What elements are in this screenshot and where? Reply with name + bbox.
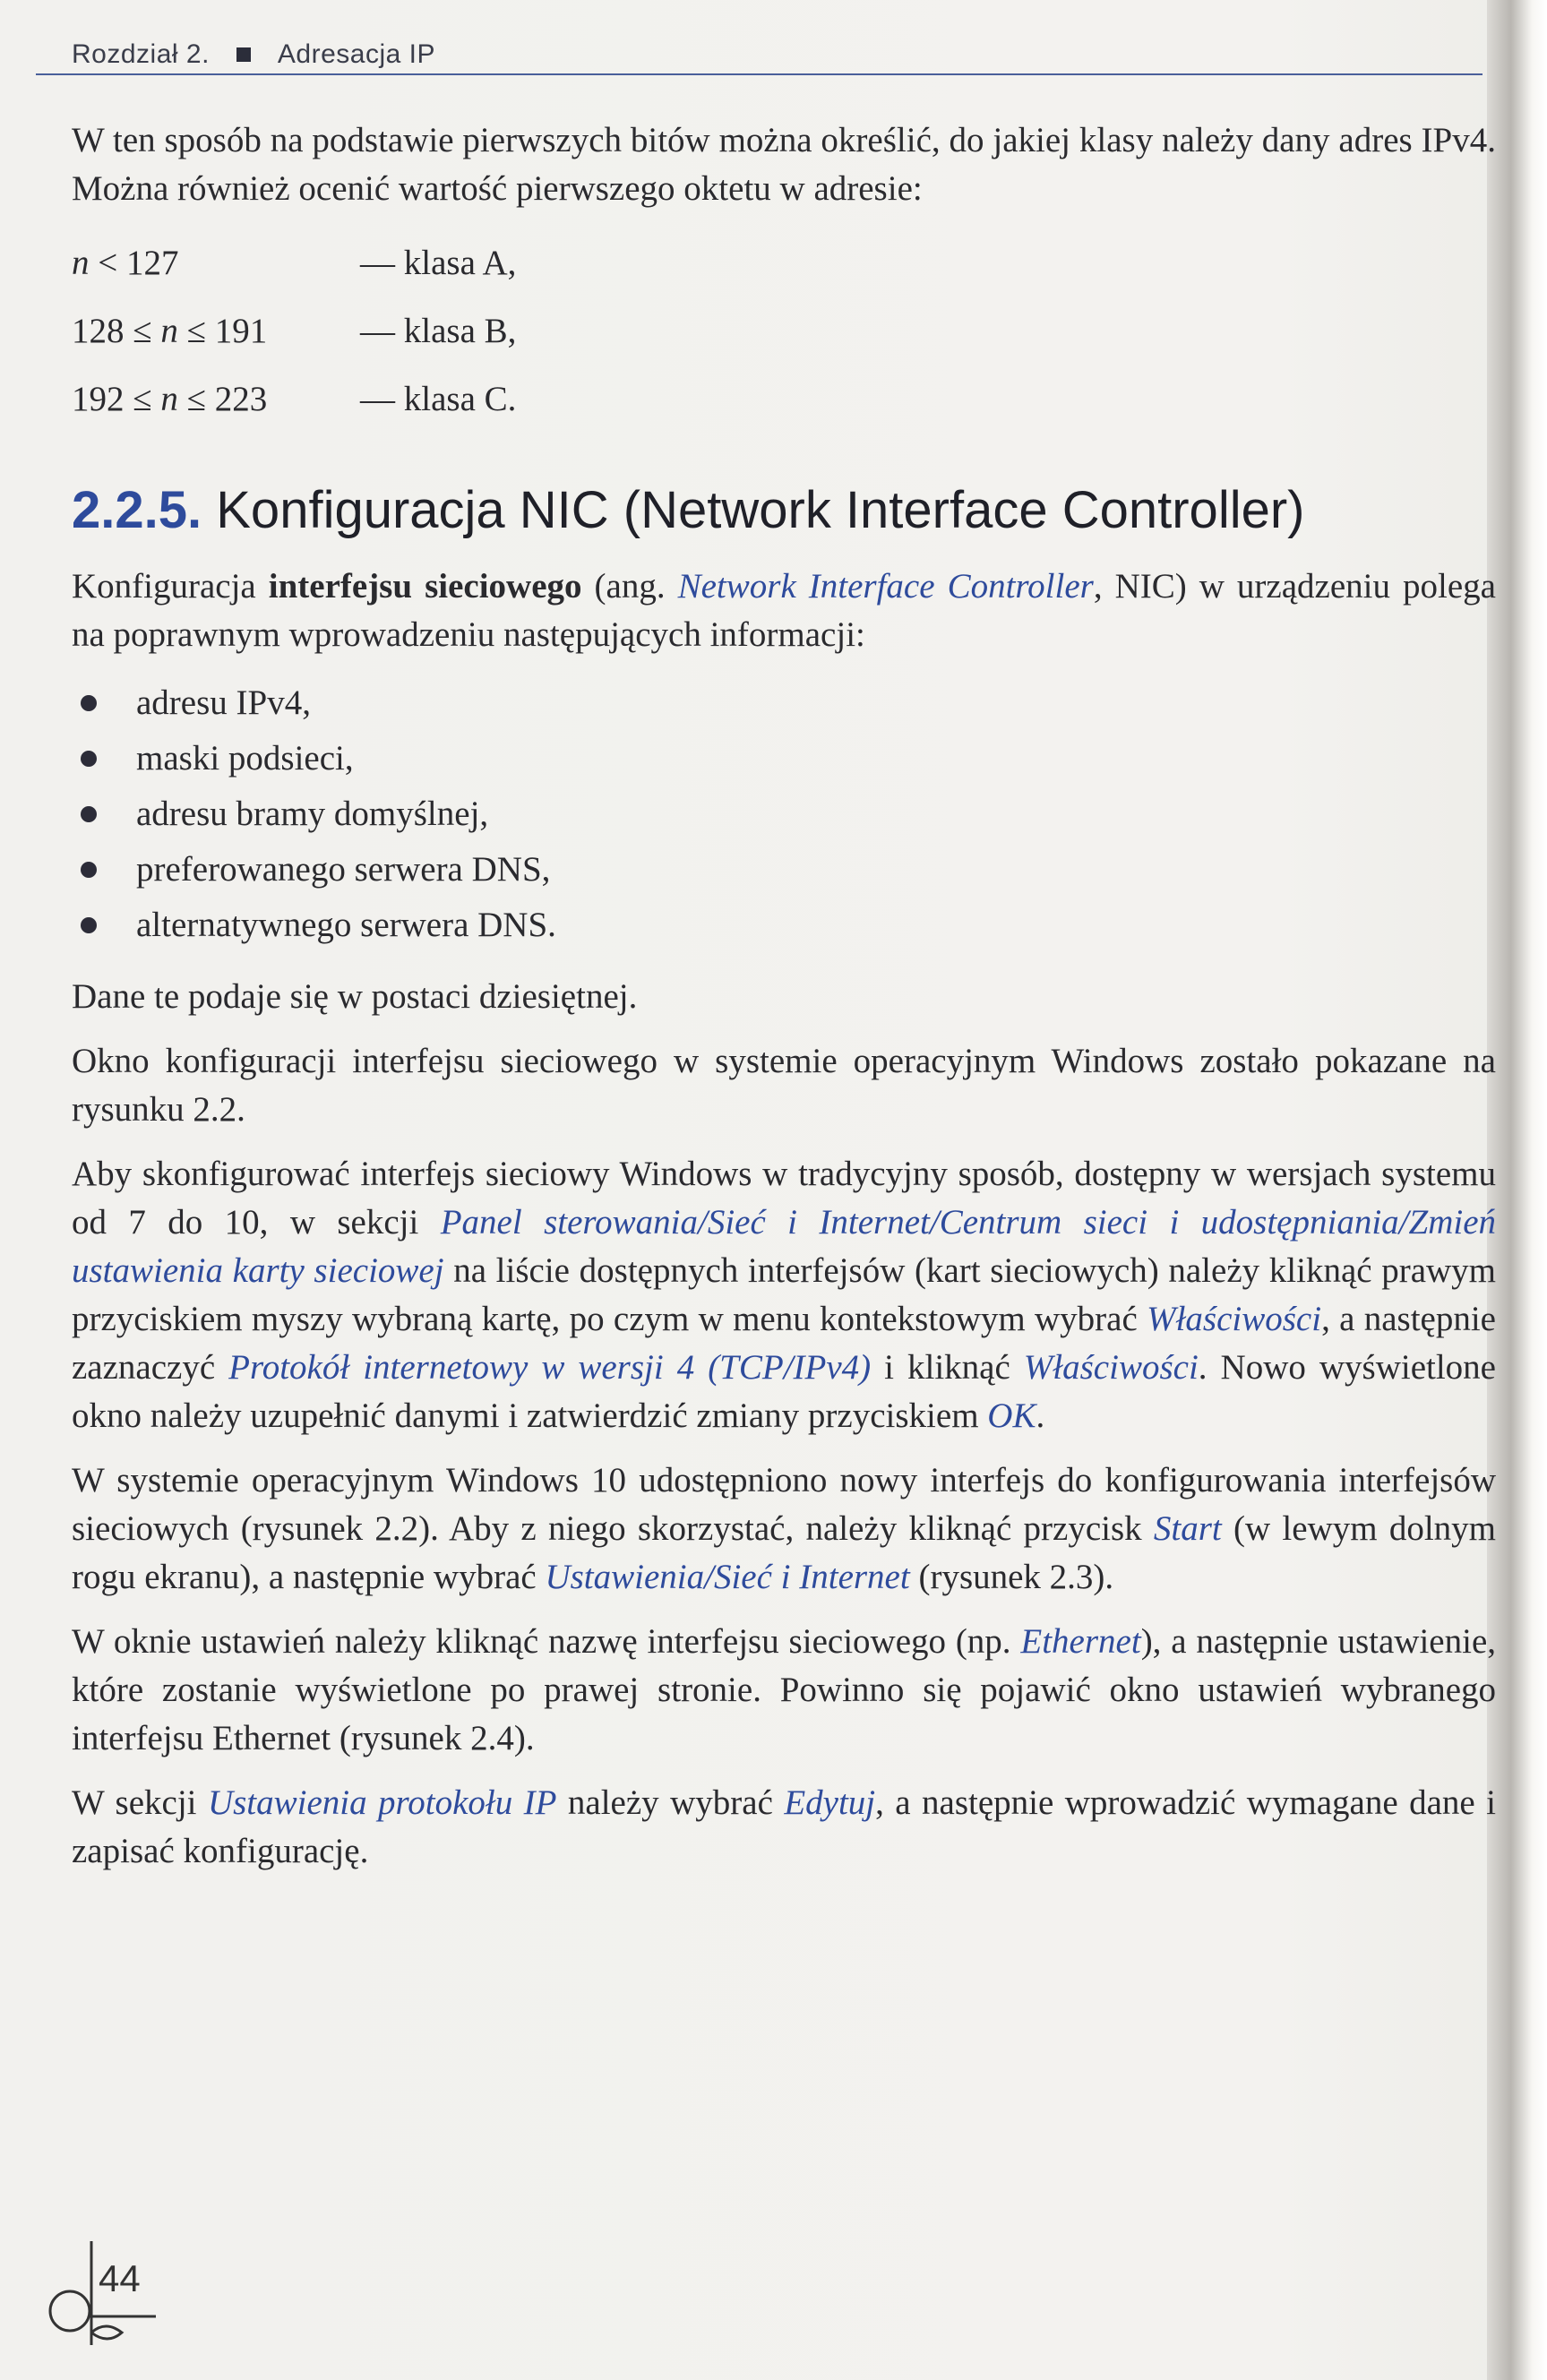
class-row-a	[72, 229, 1496, 297]
class-label: — klasa B,	[360, 312, 517, 350]
bullet-icon	[81, 695, 97, 711]
bullet-icon	[81, 806, 97, 822]
section-heading	[72, 469, 1496, 552]
nic-paragraph: Konfiguracja interfejsu sieciowego (ang. Network Interface Controller, NIC) w urządzeniu polega na poprawnym wprowadzeniu następujących informacji:	[72, 567, 1496, 654]
intro-paragraph: W ten sposób na podstawie pierwszych bitów można określić, do jakiej klasy należy dany adres IPv4. Można również ocenić wartość pierwszego oktetu w adresie:	[72, 121, 1496, 208]
decimal-paragraph: Dane te podaje się w postaci dziesiętnej.	[72, 977, 638, 1016]
list-item: preferowanego serwera DNS,	[72, 842, 1496, 898]
ip-settings-paragraph: W sekcji Ustawienia protokołu IP należy wybrać Edytuj, a następnie wprowadzić wymagane dane i zapisać konfigurację.	[72, 1783, 1496, 1870]
class-condition: 128 ≤ n ≤ 191	[72, 312, 268, 350]
header-chapter: Rozdział 2.	[72, 39, 210, 69]
nic-info-list	[72, 675, 1496, 953]
header-square-icon	[236, 47, 251, 62]
bullet-icon	[81, 751, 97, 767]
class-row-c	[72, 365, 1496, 434]
page-folio	[43, 2239, 168, 2356]
class-row-b	[72, 297, 1496, 365]
window-paragraph: Okno konfiguracji interfejsu sieciowego w systemie operacyjnym Windows zostało pokazane na rysunku 2.2.	[72, 1042, 1496, 1129]
bullet-icon	[81, 862, 97, 878]
class-condition: n < 127	[72, 244, 179, 282]
list-item: alternatywnego serwera DNS.	[72, 898, 1496, 953]
traditional-config-paragraph: Aby skonfigurować interfejs sieciowy Windows w tradycyjny sposób, dostępny w wersjach systemu od 7 do 10, w sekcji Panel sterowania/Sieć i Internet/Centrum sieci i udostępniania/Zmień ustawienia karty sieciowej na liście dostępnych interfejsów (kart sieciowych) należy kliknąć prawym przyciskiem myszy wybraną kartę, po czym w menu kontekstowym wybrać Właściwości, a następnie zaznaczyć Protokół internetowy w wersji 4 (TCP/IPv4) i kliknąć Właściwości. Nowo wyświetlone okno należy uzupełnić danymi i zatwierdzić zmiany przyciskiem OK.	[72, 1155, 1497, 1435]
list-item: maski podsieci,	[72, 731, 1496, 786]
class-condition: 192 ≤ n ≤ 223	[72, 380, 268, 418]
page-content	[72, 116, 1496, 1892]
list-item: adresu IPv4,	[72, 675, 1496, 731]
bullet-icon	[81, 917, 97, 933]
page-number: 44	[99, 2257, 141, 2299]
header-rule	[36, 73, 1483, 75]
settings-window-paragraph: W oknie ustawień należy kliknąć nazwę interfejsu sieciowego (np. Ethernet), a następnie ustawienie, które zostanie wyświetlone po prawej stronie. Powinno się pojawić okno ustawień wybranego interfejsu Ethernet (rysunek 2.4).	[72, 1622, 1497, 1757]
class-label: — klasa A,	[360, 244, 517, 282]
class-label: — klasa C.	[360, 380, 517, 418]
page-edge-shadow	[1487, 0, 1547, 2380]
windows10-paragraph: W systemie operacyjnym Windows 10 udostępniono nowy interfejs do konfigurowania interfejsów sieciowych (rysunek 2.2). Aby z niego skorzystać, należy kliknąć przycisk Start (w lewym dolnym rogu ekranu), a następnie wybrać Ustawienia/Sieć i Internet (rysunek 2.3).	[72, 1461, 1497, 1596]
list-item: adresu bramy domyślnej,	[72, 786, 1496, 842]
section-title: Konfiguracja NIC (Network Interface Controller)	[216, 481, 1305, 539]
running-header	[72, 39, 1483, 70]
section-number: 2.2.5.	[72, 481, 202, 539]
class-list	[72, 229, 1496, 434]
header-title: Adresacja IP	[277, 39, 435, 69]
